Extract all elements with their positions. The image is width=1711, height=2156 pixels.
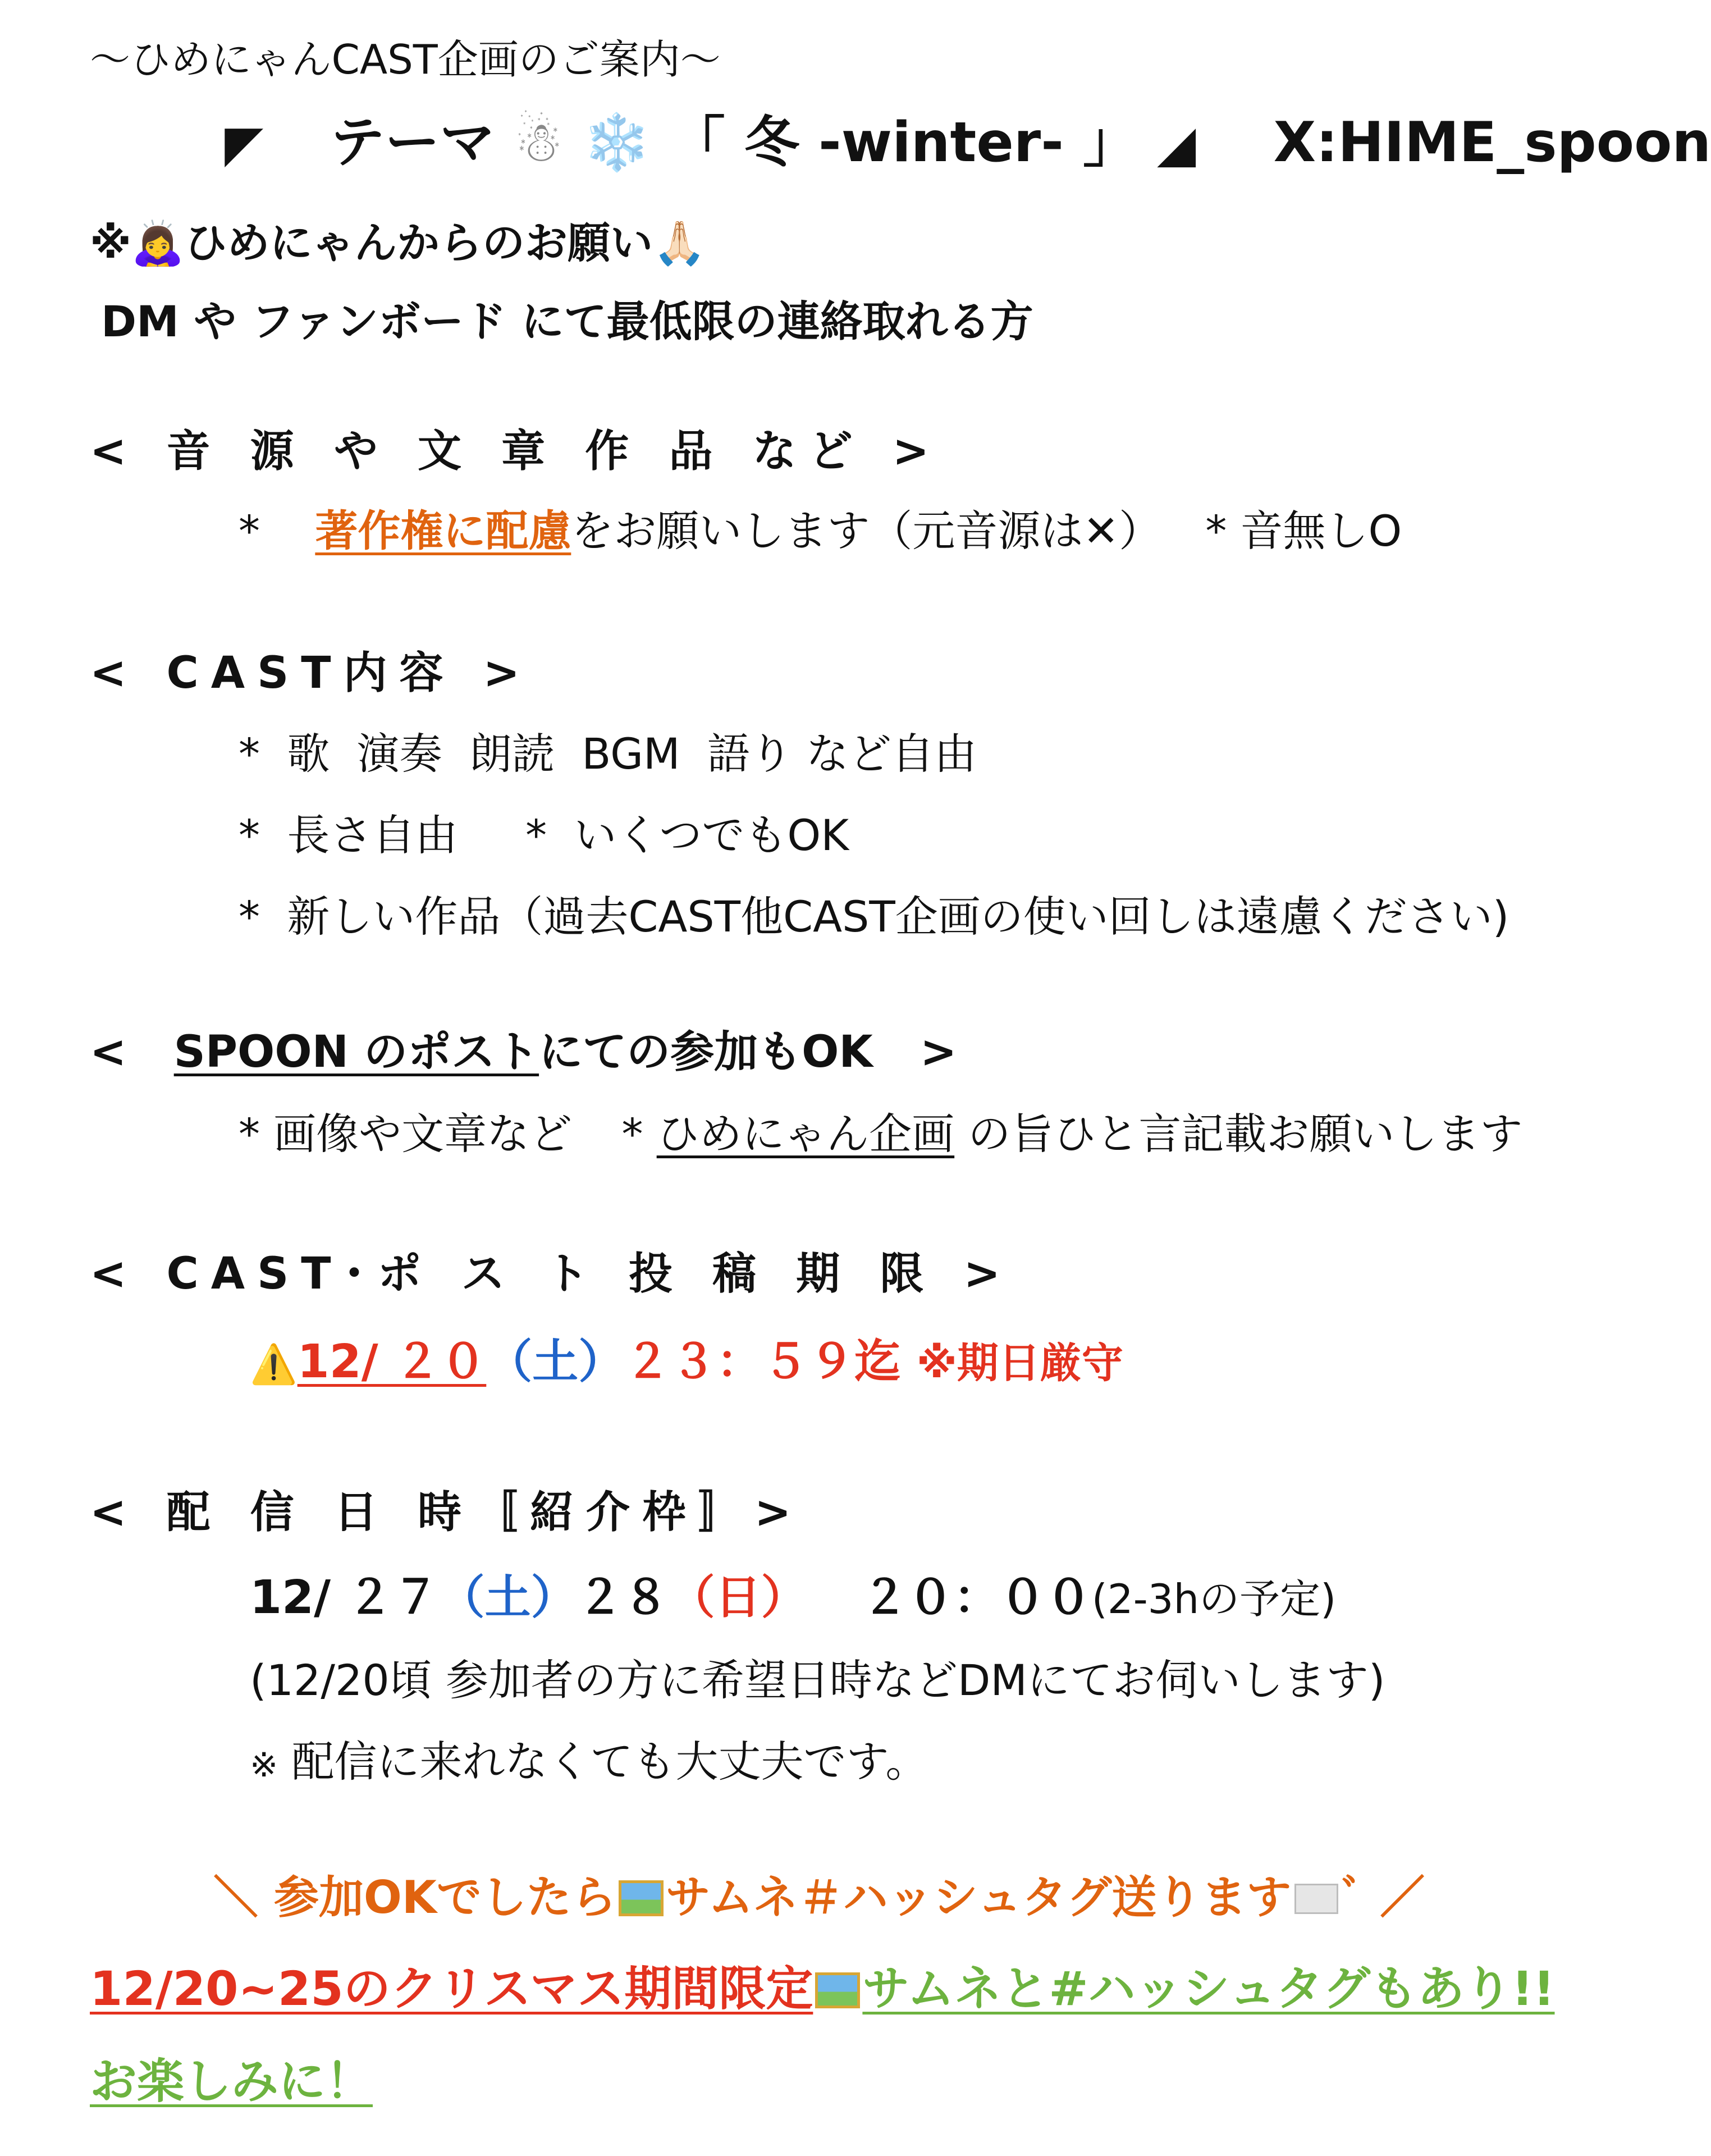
theme-line (225, 111, 1711, 175)
cast-content-item: * 新しい作品（過去CAST他CAST企画の使い回しは遠慮ください) (239, 892, 1509, 942)
page-header: 〜ひめにゃんCAST企画のご案内〜 (90, 36, 721, 83)
copyright-link[interactable]: 著作権に配慮 (315, 506, 571, 556)
deadline-time: ２３：５９迄 (624, 1335, 901, 1388)
bullet-star: * (1205, 506, 1227, 556)
bullet-star: * (239, 506, 260, 556)
broadcast-duration: (2-3hの予定) (1091, 1575, 1337, 1623)
snowman-icon: ☃ (514, 111, 564, 175)
cta-send-text: サムネ＃ハッシュタグ送ります (665, 1871, 1292, 1924)
broadcast-note-1: (12/20頃 参加者の方に希望日時などDMにてお伺いします) (250, 1655, 1385, 1705)
cast-content-item: * 長さ自由 * いくつでもOK (239, 810, 849, 860)
christmas-period-text: 12/20~25のクリスマス期間限定 (90, 1961, 813, 2016)
cta-line-3: お楽しみに！ (90, 2054, 373, 2109)
post-note-text: の旨ひと言記載お願いします (968, 1109, 1523, 1159)
theme-title: 「 冬 -winter- 」 (670, 111, 1138, 175)
broadcast-note-2-text: 配信に来れなくても大丈夫です。 (291, 1737, 928, 1787)
bowing-person-icon: 🙇‍♀️ (131, 218, 185, 268)
post-format-text: 画像や文章など (273, 1109, 573, 1159)
broadcast-time: ２０：００ (861, 1571, 1092, 1624)
broadcast-date-1: 12/ ２７ (250, 1571, 439, 1624)
account-handle: X:HIME_spoon (1273, 111, 1711, 175)
corner-right-icon: ◢ (1157, 115, 1196, 173)
cta-line-2 (90, 1961, 1555, 2016)
section-sources-body (239, 506, 1402, 556)
section-deadline-heading: < CAST･ポ ス ト 投 稿 期 限 > (90, 1249, 1013, 1299)
cast-content-item: * 歌 演奏 朗読 BGM 語り など自由 (239, 729, 977, 779)
cta-line-1 (213, 1871, 1425, 1924)
picture-icon (619, 1880, 664, 1916)
request-text: ひめにゃんからのお願い (184, 218, 653, 268)
section-cast-content-heading: < CAST内容 > (90, 648, 533, 698)
broadcast-note-2 (250, 1737, 928, 1787)
bracket-open: < (90, 1027, 127, 1077)
spoon-post-link[interactable]: SPOON のポスト (173, 1027, 539, 1077)
request-line (90, 218, 706, 268)
broadcast-datetime (250, 1571, 1337, 1624)
section-sources-heading: < 音 源 や 文 章 作 品 など > (90, 426, 942, 477)
deadline-note: ※期日厳守 (916, 1339, 1123, 1387)
deadline-line (250, 1335, 1123, 1388)
corner-left-icon: ◤ (225, 115, 264, 173)
note-mark: ※ (90, 218, 131, 268)
section-spoon-post-body (239, 1109, 1523, 1159)
theme-label: テーマ (330, 111, 495, 175)
copyright-text: をお願いします（元音源は✕） (571, 506, 1162, 556)
pray-hands-icon: 🙏🏻 (653, 218, 706, 268)
snowflake-icon: ❄️ (582, 111, 651, 175)
cta-join-text: ＼ 参加OKでしたら (213, 1871, 616, 1924)
note-mark: ※ (250, 1746, 278, 1785)
deadline-date: 12/ ２０ (297, 1335, 487, 1388)
envelope-icon (1294, 1884, 1338, 1914)
spoon-post-text: にての参加もOK (539, 1027, 873, 1077)
picture-icon (815, 1972, 860, 2008)
section-spoon-post-heading (90, 1027, 957, 1077)
bullet-star: * (621, 1109, 643, 1159)
broadcast-day-1: （土） (438, 1571, 577, 1624)
no-sound-text: 音無しO (1240, 506, 1402, 556)
bracket-close: > (920, 1027, 957, 1077)
contact-requirement: DM や ファンボード にて最低限の連絡取れる方 (101, 296, 1033, 346)
broadcast-date-2: ２８ (577, 1571, 669, 1624)
section-broadcast-heading: < 配 信 日 時〚紹介枠〛> (90, 1487, 804, 1538)
cta-closing-mark: ﾞ ／ (1342, 1871, 1425, 1924)
warning-icon: ⚠️ (250, 1342, 298, 1387)
himenyan-project-link[interactable]: ひめにゃん企画 (656, 1109, 955, 1159)
deadline-day: （土） (486, 1335, 625, 1388)
thumbnail-hashtag-text: サムネと#ハッシュタグもあり!! (862, 1961, 1555, 2016)
bullet-star: * (239, 1109, 260, 1159)
broadcast-day-2: （日） (669, 1571, 807, 1624)
